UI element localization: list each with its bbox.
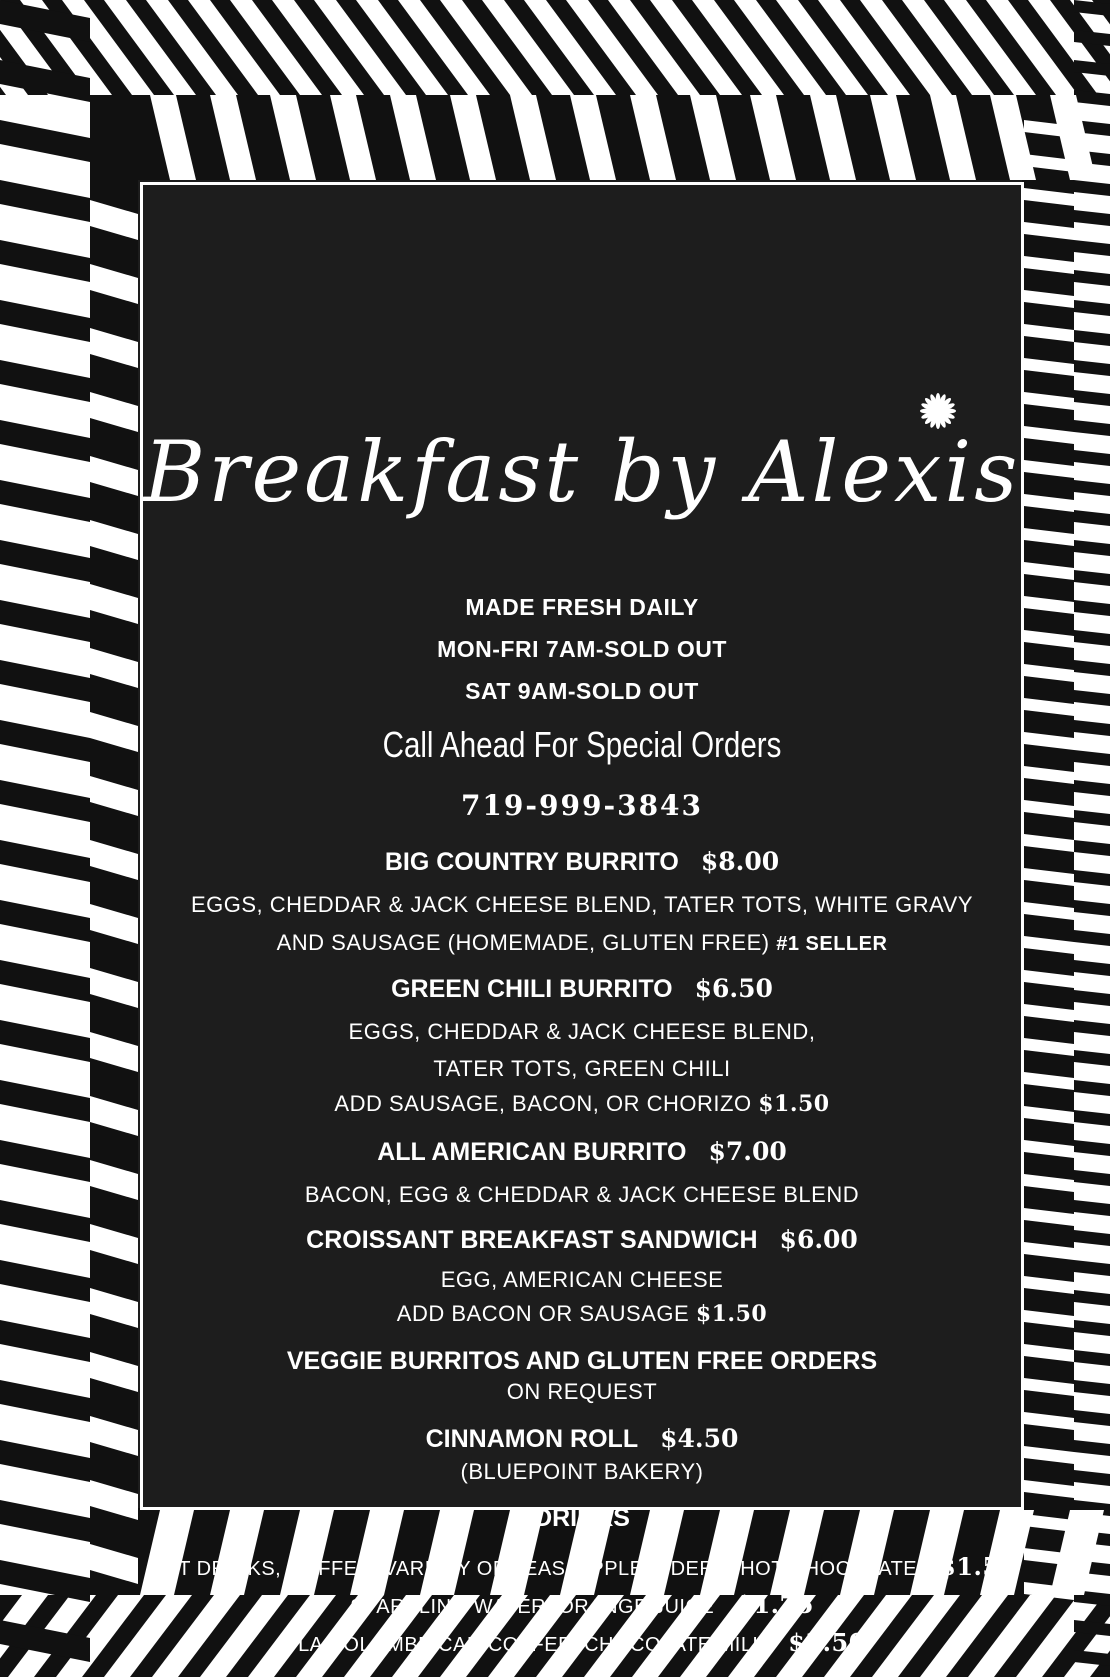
item-description: TATER TOTS, GREEN CHILI [433, 1056, 731, 1081]
drink-price: $3.50 [788, 1628, 866, 1657]
addon-price: $1.50 [758, 1091, 830, 1117]
item-addon [140, 1301, 1024, 1327]
item-green-chili-burrito [140, 974, 1024, 1004]
hours-line-2: MON-FRI 7AM-SOLD OUT [437, 636, 727, 662]
item-price: $4.50 [660, 1424, 739, 1453]
hours-line-3: SAT 9AM-SOLD OUT [465, 678, 699, 704]
item-description: ON REQUEST [506, 1379, 658, 1404]
item-name: GREEN CHILI BURRITO [391, 975, 673, 1003]
item-description: EGGS, CHEDDAR & JACK CHEESE BLEND, TATER TOTS, WHITE GRAVY [190, 892, 974, 917]
drink-price: $1.50 [939, 1552, 1017, 1581]
addon-price: $1.50 [695, 1301, 768, 1327]
item-description [140, 930, 1024, 956]
item-veggie-burritos: VEGGIE BURRITOS AND GLUTEN FREE ORDERS [286, 1347, 878, 1375]
addon-text: ADD SAUSAGE, BACON, OR CHORIZO [334, 1091, 752, 1116]
drink-label: SPARKLING WATER, ORANGE JUICE [350, 1596, 715, 1618]
drinks-heading: DRINKS [534, 1504, 630, 1532]
drink-row [140, 1590, 1024, 1619]
item-description: EGG, AMERICAN CHEESE [440, 1267, 724, 1292]
item-description-text: AND SAUSAGE (HOMEMADE, GLUTEN FREE) [276, 930, 770, 955]
drink-row [140, 1552, 1024, 1581]
drink-price: $1.75 [736, 1590, 814, 1619]
menu-content [140, 182, 1024, 1657]
item-description: BACON, EGG & CHEDDAR & JACK CHEESE BLEND [304, 1182, 860, 1207]
item-price: $7.00 [708, 1137, 787, 1166]
addon-text: ADD BACON OR SAUSAGE [396, 1301, 690, 1326]
item-price: $8.00 [700, 847, 780, 876]
phone-number: 719-999-3843 [460, 789, 704, 822]
item-croissant-sandwich [140, 1225, 1024, 1255]
drink-label: LA COLOMBE CAN COFFEE, CHOCOLATE MILK [298, 1634, 767, 1656]
item-description: (BLUEPOINT BAKERY) [460, 1459, 704, 1484]
hours-line-1: MADE FRESH DAILY [465, 594, 699, 620]
item-description: EGGS, CHEDDAR & JACK CHEESE BLEND, [348, 1019, 816, 1044]
item-name: CINNAMON ROLL [425, 1425, 639, 1453]
bestseller-badge: #1 SELLER [776, 933, 888, 955]
item-all-american-burrito [140, 1137, 1024, 1167]
item-price: $6.50 [694, 974, 773, 1003]
item-big-country-burrito [140, 847, 1024, 877]
menu-title: Breakfast by Alexis [143, 423, 1021, 521]
item-name: CROISSANT BREAKFAST SANDWICH [306, 1226, 758, 1254]
item-name: BIG COUNTRY BURRITO [384, 848, 679, 876]
item-cinnamon-roll [140, 1424, 1024, 1454]
item-name: ALL AMERICAN BURRITO [377, 1138, 687, 1166]
drink-label: HOT DRINKS, COFFEE, VARIETY OF TEAS, APPLE CIDER & HOT CHOCOLATE [147, 1558, 918, 1580]
call-ahead-text: Call Ahead For Special Orders [382, 724, 782, 765]
item-price: $6.00 [779, 1225, 858, 1254]
drink-row [140, 1628, 1024, 1657]
item-addon [140, 1091, 1024, 1117]
